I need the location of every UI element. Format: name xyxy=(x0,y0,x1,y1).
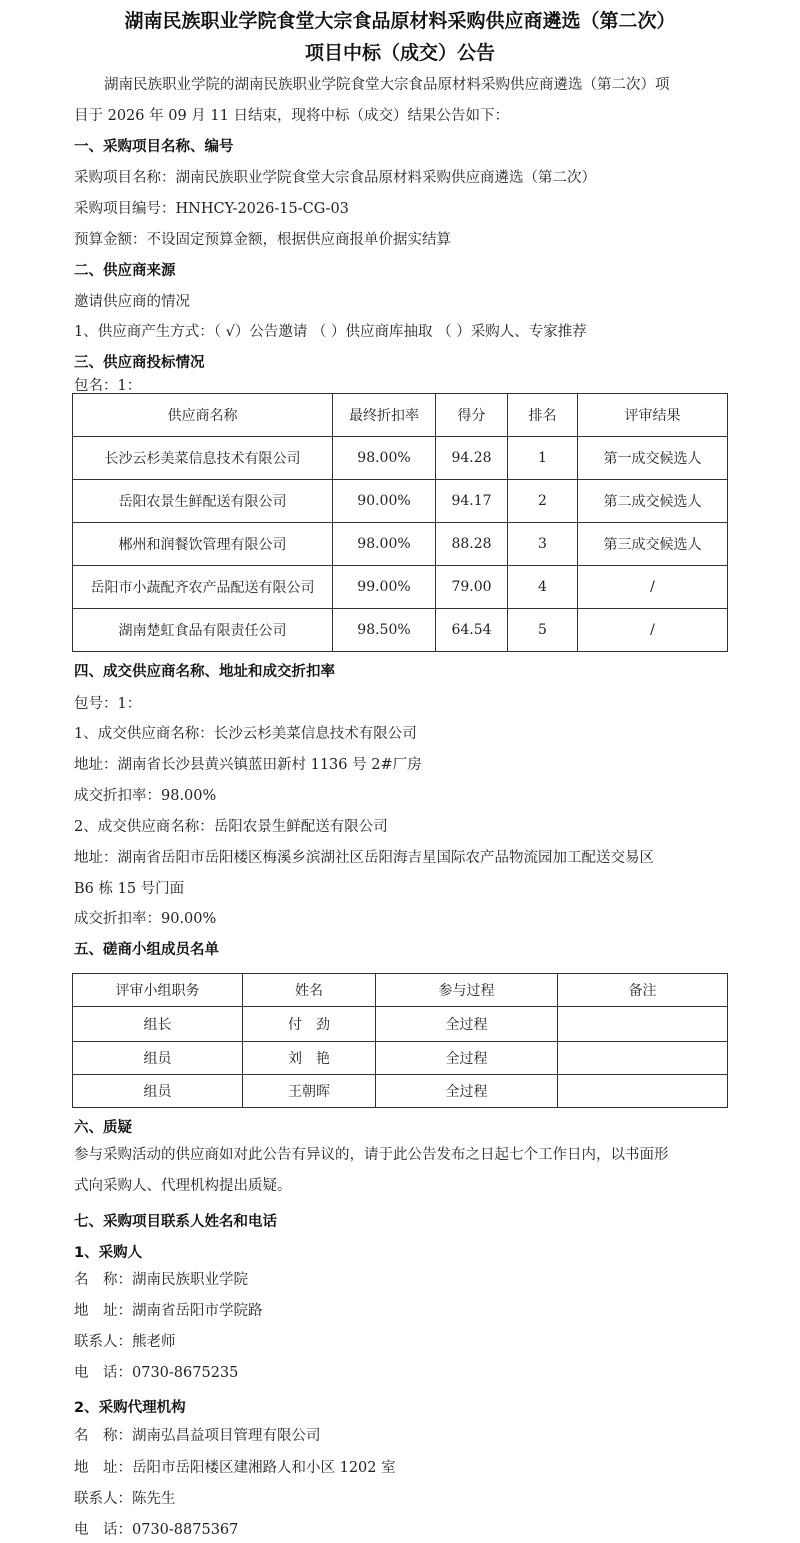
header-role: 评审小组职务 xyxy=(73,974,243,1007)
buyer-name: 名 称：湖南民族职业学院 xyxy=(74,1272,248,1288)
discount-cell: 98.00% xyxy=(333,523,436,566)
section-4-heading: 四、成交供应商名称、地址和成交折扣率 xyxy=(74,664,335,680)
role-cell: 组长 xyxy=(73,1007,243,1042)
score-cell: 88.28 xyxy=(436,523,508,566)
table-row xyxy=(73,1075,728,1108)
header-process: 参与过程 xyxy=(376,974,558,1007)
page-subtitle: 项目中标（成交）公告 xyxy=(304,42,495,64)
bid-table-header xyxy=(73,394,728,437)
header-rank: 排名 xyxy=(508,394,578,437)
agent-address: 地 址：岳阳市岳阳楼区建湘路人和小区 1202 室 xyxy=(74,1460,396,1476)
agent-name: 名 称：湖南弘昌益项目管理有限公司 xyxy=(74,1428,321,1444)
panel-table-header xyxy=(73,974,728,1007)
table-row xyxy=(73,566,728,609)
role-cell: 组员 xyxy=(73,1042,243,1075)
section-2-heading: 二、供应商来源 xyxy=(74,263,176,279)
supplier-cell: 湖南楚虹食品有限责任公司 xyxy=(73,609,333,652)
challenge-text-2: 式向采购人、代理机构提出质疑。 xyxy=(74,1178,292,1194)
process-cell: 全过程 xyxy=(376,1042,558,1075)
challenge-text-1: 参与采购活动的供应商如对此公告有异议的，请于此公告发布之日起七个工作日内，以书面形 xyxy=(74,1147,669,1163)
discount-cell: 90.00% xyxy=(333,480,436,523)
page-title: 湖南民族职业学院食堂大宗食品原材料采购供应商遴选（第二次） xyxy=(124,10,676,32)
rank-cell: 3 xyxy=(508,523,578,566)
winner-1-address: 地址：湖南省长沙县黄兴镇蓝田新村 1136 号 2#厂房 xyxy=(74,757,422,773)
project-name: 采购项目名称：湖南民族职业学院食堂大宗食品原材料采购供应商遴选（第二次） xyxy=(74,170,596,186)
agent-heading: 2、采购代理机构 xyxy=(74,1400,186,1416)
bid-table xyxy=(72,393,728,652)
discount-cell: 99.00% xyxy=(333,566,436,609)
discount-cell: 98.50% xyxy=(333,609,436,652)
score-cell: 79.00 xyxy=(436,566,508,609)
process-cell: 全过程 xyxy=(376,1007,558,1042)
table-row xyxy=(73,437,728,480)
section-1-heading: 一、采购项目名称、编号 xyxy=(74,139,234,155)
section-6-heading: 六、质疑 xyxy=(74,1120,132,1136)
process-cell: 全过程 xyxy=(376,1075,558,1108)
rank-cell: 1 xyxy=(508,437,578,480)
section-3-heading: 三、供应商投标情况 xyxy=(74,355,205,371)
result-cell: / xyxy=(578,566,728,609)
buyer-phone: 电 话：0730-8675235 xyxy=(74,1365,239,1381)
remark-cell xyxy=(558,1075,728,1108)
header-remark: 备注 xyxy=(558,974,728,1007)
score-cell: 64.54 xyxy=(436,609,508,652)
remark-cell xyxy=(558,1007,728,1042)
winner-2-name: 2、成交供应商名称：岳阳农景生鲜配送有限公司 xyxy=(74,819,388,835)
role-cell: 组员 xyxy=(73,1075,243,1108)
rank-cell: 5 xyxy=(508,609,578,652)
table-row xyxy=(73,1042,728,1075)
table-row xyxy=(73,609,728,652)
table-row xyxy=(73,1007,728,1042)
winner-2-address: 地址：湖南省岳阳市岳阳楼区梅溪乡滨湖社区岳阳海吉星国际农产品物流园加工配送交易区 xyxy=(74,850,654,866)
result-cell: 第三成交候选人 xyxy=(578,523,728,566)
header-score: 得分 xyxy=(436,394,508,437)
winner-1-rate: 成交折扣率：98.00% xyxy=(74,788,217,804)
agent-contact: 联系人：陈先生 xyxy=(74,1491,176,1507)
remark-cell xyxy=(558,1042,728,1075)
project-number: 采购项目编号：HNHCY-2026-15-CG-03 xyxy=(74,201,349,217)
result-cell: 第一成交候选人 xyxy=(578,437,728,480)
name-cell: 付 劲 xyxy=(243,1007,376,1042)
name-cell: 王朝晖 xyxy=(243,1075,376,1108)
rank-cell: 2 xyxy=(508,480,578,523)
table-row xyxy=(73,480,728,523)
supplier-cell: 岳阳农景生鲜配送有限公司 xyxy=(73,480,333,523)
winner-2-address-cont: B6 栋 15 号门面 xyxy=(74,881,185,897)
supplier-method: 1、供应商产生方式：（ √）公告邀请 （ ）供应商库抽取 （ ）采购人、专家推荐 xyxy=(74,324,587,340)
intro-line-1: 湖南民族职业学院的湖南民族职业学院食堂大宗食品原材料采购供应商遴选（第二次）项 xyxy=(104,77,670,93)
budget: 预算金额：不设固定预算金额，根据供应商报单价据实结算 xyxy=(74,232,451,248)
section-5-heading: 五、磋商小组成员名单 xyxy=(74,942,219,958)
agent-phone: 电 话：0730-8875367 xyxy=(74,1522,239,1538)
package-name: 包名：1： xyxy=(74,378,142,394)
winner-2-rate: 成交折扣率：90.00% xyxy=(74,911,217,927)
supplier-cell: 岳阳市小蔬配齐农产品配送有限公司 xyxy=(73,566,333,609)
supplier-cell: 长沙云杉美菜信息技术有限公司 xyxy=(73,437,333,480)
award-package: 包号：1： xyxy=(74,696,142,712)
rank-cell: 4 xyxy=(508,566,578,609)
panel-table xyxy=(72,973,728,1108)
name-cell: 刘 艳 xyxy=(243,1042,376,1075)
section-7-heading: 七、采购项目联系人姓名和电话 xyxy=(74,1214,277,1230)
intro-line-2: 目于 2026 年 09 月 11 日结束，现将中标（成交）结果公告如下： xyxy=(74,108,509,124)
header-supplier: 供应商名称 xyxy=(73,394,333,437)
discount-cell: 98.00% xyxy=(333,437,436,480)
score-cell: 94.28 xyxy=(436,437,508,480)
result-cell: 第二成交候选人 xyxy=(578,480,728,523)
buyer-contact: 联系人：熊老师 xyxy=(74,1334,176,1350)
winner-1-name: 1、成交供应商名称：长沙云杉美菜信息技术有限公司 xyxy=(74,726,417,742)
header-discount: 最终折扣率 xyxy=(333,394,436,437)
header-name: 姓名 xyxy=(243,974,376,1007)
buyer-address: 地 址：湖南省岳阳市学院路 xyxy=(74,1303,263,1319)
buyer-heading: 1、采购人 xyxy=(74,1245,143,1261)
header-result: 评审结果 xyxy=(578,394,728,437)
supplier-cell: 郴州和润餐饮管理有限公司 xyxy=(73,523,333,566)
invite-info: 邀请供应商的情况 xyxy=(74,294,190,310)
table-row xyxy=(73,523,728,566)
score-cell: 94.17 xyxy=(436,480,508,523)
result-cell: / xyxy=(578,609,728,652)
